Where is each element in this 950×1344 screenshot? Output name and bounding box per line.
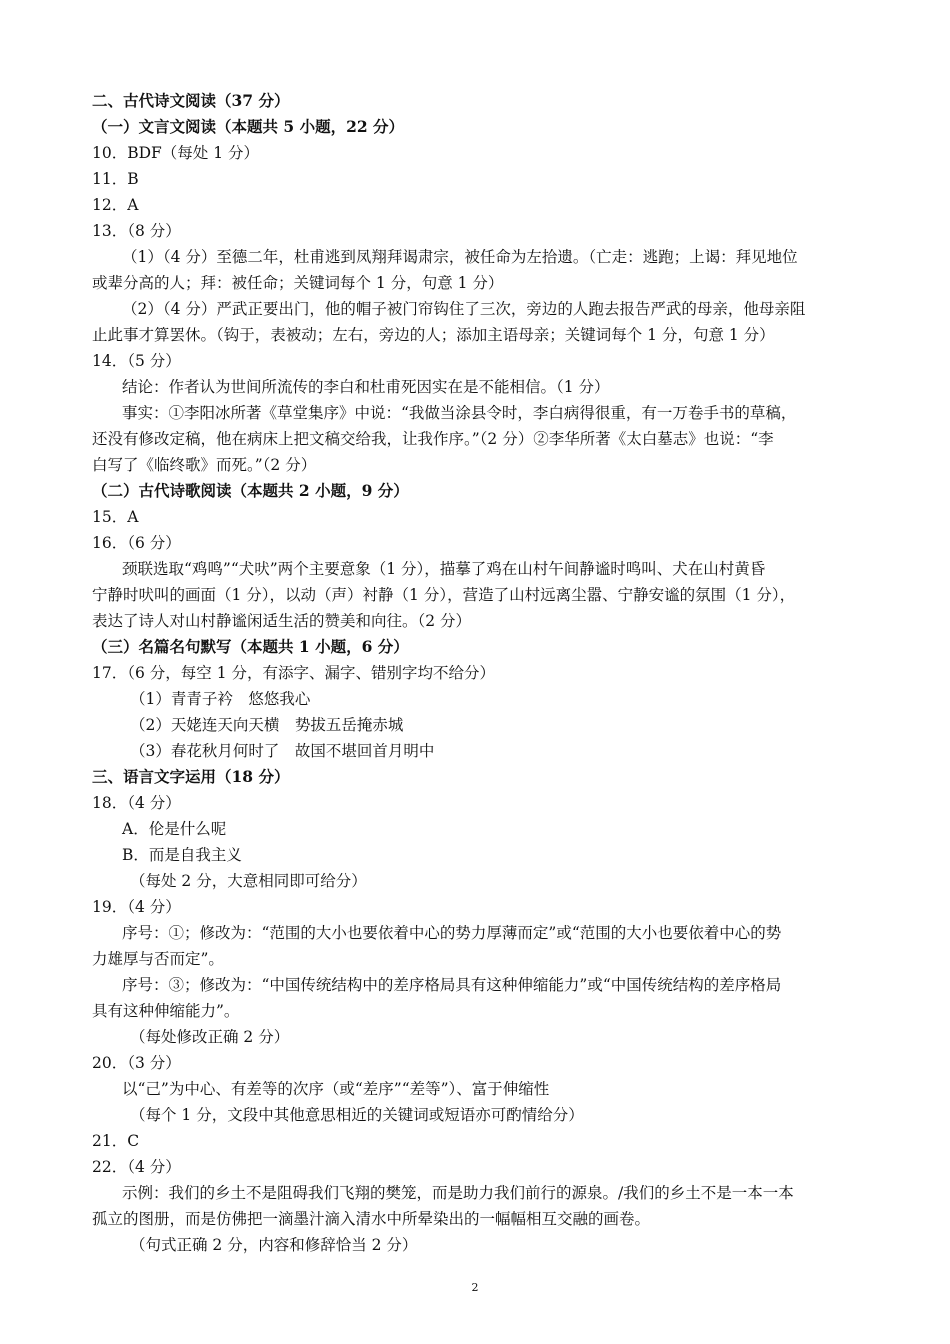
text-line: 表达了诗人对山村静谧闲适生活的赞美和向往。（2 分）	[92, 612, 472, 630]
text-line: 白写了《临终歌》而死。”（2 分）	[92, 456, 317, 474]
text-line: 18．（4 分）	[92, 794, 181, 812]
text-line: （每处 2 分，大意相同即可给分）	[130, 872, 367, 890]
text-line: 或辈分高的人；拜：被任命；关键词每个 1 分，句意 1 分）	[92, 274, 504, 292]
text-line: 事实：①李阳冰所著《草堂集序》中说：“我做当涂县令时，李白病得很重，有一万卷手书的草稿，	[122, 404, 797, 422]
text-line: （句式正确 2 分，内容和修辞恰当 2 分）	[130, 1236, 418, 1254]
text-line: （3）春花秋月何时了 故国不堪回首月明中	[130, 742, 435, 760]
text-line: 11．B	[92, 170, 139, 188]
text-line: （2）（4 分）严武正要出门，他的帽子被门帘钩住了三次，旁边的人跑去报告严武的母亲，他母亲阻	[122, 300, 806, 318]
text-line: 20．（3 分）	[92, 1054, 181, 1072]
page-number: 2	[471, 1281, 479, 1294]
text-line: 还没有修改定稿，他在病床上把文稿交给我，让我作序。”（2 分）②李华所著《太白墓志》也说：“李	[92, 430, 774, 448]
text-line: 颈联选取“鸡鸣”“犬吠”两个主要意象（1 分），描摹了鸡在山村午间静谧时鸣叫、犬在山村黄昏	[122, 560, 766, 578]
text-line: 力雄厚与否而定”。	[92, 950, 224, 968]
text-line: 具有这种伸缩能力”。	[92, 1002, 240, 1020]
text-line: 16．（6 分）	[92, 534, 181, 552]
text-line: 止此事才算罢休。（钩于，表被动；左右，旁边的人；添加主语母亲；关键词每个 1 分，句意 1 分）	[92, 326, 775, 344]
section-heading: 二、古代诗文阅读（37 分）	[92, 91, 290, 110]
section-heading: （一）文言文阅读（本题共 5 小题，22 分）	[92, 117, 405, 136]
text-line: 13．（8 分）	[92, 222, 181, 240]
text-line: 宁静时吠叫的画面（1 分），以动（声）衬静（1 分），营造了山村远离尘嚣、宁静安谧的氛围（1 分），	[92, 586, 796, 604]
text-line: B．而是自我主义	[122, 846, 242, 864]
section-heading: （三）名篇名句默写（本题共 1 小题，6 分）	[92, 637, 409, 656]
text-line: （每个 1 分，文段中其他意思相近的关键词或短语亦可酌情给分）	[130, 1106, 584, 1124]
text-line: 12．A	[92, 196, 139, 214]
text-line: 14．（5 分）	[92, 352, 181, 370]
text-line: 15．A	[92, 508, 139, 526]
text-line: 17．（6 分，每空 1 分，有添字、漏字、错别字均不给分）	[92, 664, 495, 682]
text-line: 以“己”为中心、有差等的次序（或“差序”“差等”）、富于伸缩性	[122, 1080, 550, 1098]
section-heading: （二）古代诗歌阅读（本题共 2 小题，9 分）	[92, 481, 409, 500]
text-line: 孤立的图册，而是仿佛把一滴墨汁滴入清水中所晕染出的一幅幅相互交融的画卷。	[92, 1210, 651, 1228]
text-line: （1）（4 分）至德二年，杜甫逃到凤翔拜谒肃宗，被任命为左拾遗。（亡走：逃跑；上谒：拜见地位	[122, 248, 798, 266]
text-line: 序号：③；修改为：“中国传统结构中的差序格局具有这种伸缩能力”或“中国传统结构的差序格局	[122, 976, 782, 994]
text-line: 22．（4 分）	[92, 1158, 181, 1176]
text-line: （1）青青子衿 悠悠我心	[130, 690, 311, 708]
section-heading: 三、语言文字运用（18 分）	[92, 767, 290, 786]
text-line: （2）天姥连天向天横 势拔五岳掩赤城	[130, 716, 404, 734]
text-line: 示例：我们的乡土不是阻碍我们飞翔的樊笼，而是助力我们前行的源泉。/我们的乡土不是一本一本	[122, 1184, 794, 1202]
text-line: A．伦是什么呢	[122, 820, 227, 838]
text-line: 21．C	[92, 1132, 140, 1150]
text-line: 序号：①；修改为：“范围的大小也要依着中心的势力厚薄而定”或“范围的大小也要依着中心的势	[122, 924, 782, 942]
text-line: 10．BDF（每处 1 分）	[92, 144, 260, 162]
document-body	[92, 88, 872, 1258]
text-line: 19．（4 分）	[92, 898, 181, 916]
text-line: 结论：作者认为世间所流传的李白和杜甫死因实在是不能相信。（1 分）	[122, 378, 610, 396]
text-line: （每处修改正确 2 分）	[130, 1028, 290, 1046]
